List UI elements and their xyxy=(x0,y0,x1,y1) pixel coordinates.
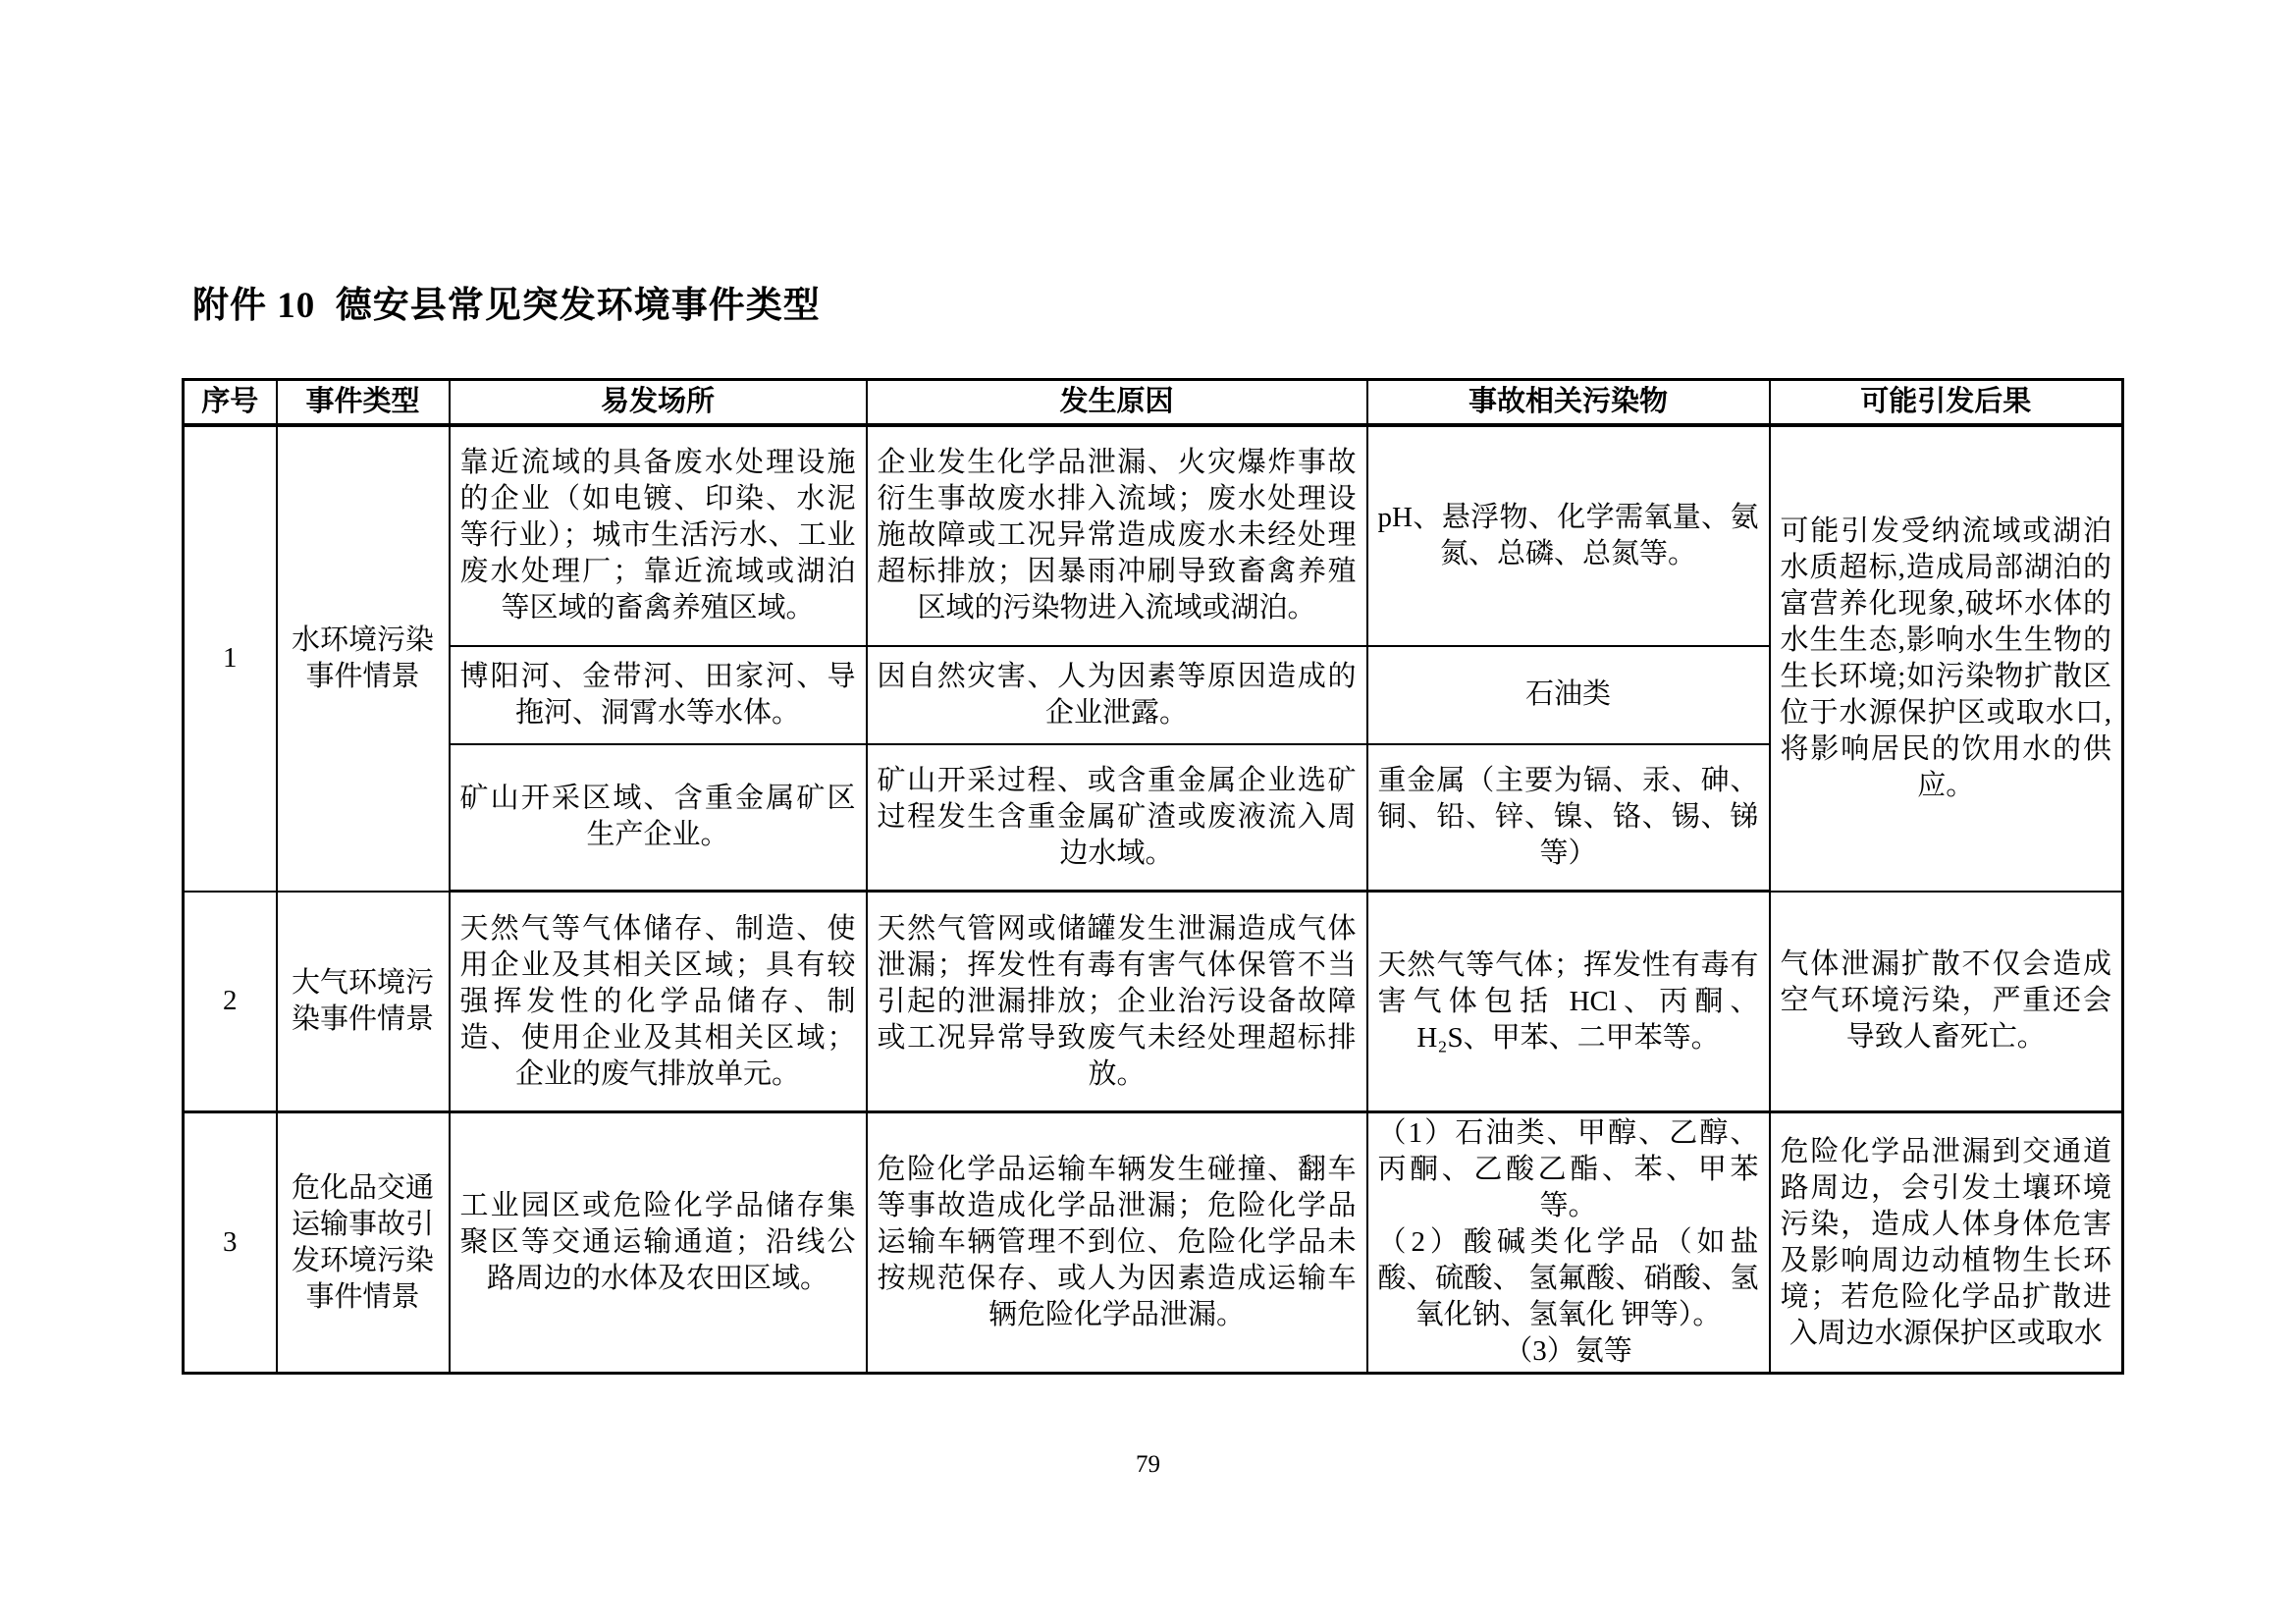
column-header-consequences: 可能引发后果 xyxy=(1770,380,2123,425)
cell-event-type-3: 危化品交通运输事故引发环境污染事件情景 xyxy=(277,1112,450,1374)
column-header-event-type: 事件类型 xyxy=(277,380,450,425)
incident-types-table xyxy=(182,378,2124,1375)
column-header-prone-places: 易发场所 xyxy=(450,380,867,425)
incident-types-table-container xyxy=(182,378,2121,1375)
table-row xyxy=(184,425,2123,646)
page-number: 79 xyxy=(1136,1451,1160,1478)
cell-place-2: 天然气等气体储存、制造、使用企业及其相关区域；具有较强挥发性的化学品储存、制造、使用企业及其相关区域；企业的废气排放单元。 xyxy=(450,892,867,1112)
cell-pollutant-3 xyxy=(1367,1112,1770,1374)
cell-consequence-3: 危险化学品泄漏到交通道路周边，会引发土壤环境污染，造成人体身体危害及影响周边动植物生长环境；若危险化学品扩散进入周边水源保护区或取水 xyxy=(1770,1112,2123,1374)
cell-cause-3: 危险化学品运输车辆发生碰撞、翻车等事故造成化学品泄漏；危险化学品运输车辆管理不到位、危险化学品未按规范保存、或人为因素造成运输车辆危险化学品泄漏。 xyxy=(867,1112,1367,1374)
cell-pollutant-1-3: 重金属（主要为镉、汞、砷、铜、铅、锌、镍、铬、锡、锑等） xyxy=(1367,744,1770,892)
cell-event-type-1: 水环境污染事件情景 xyxy=(277,425,450,892)
cell-pollutant-2: 天然气等气体；挥发性有毒有害气体包括 HCl、丙酮、H₂S、甲苯、二甲苯等。 xyxy=(1367,892,1770,1112)
cell-place-1-3: 矿山开采区域、含重金属矿区生产企业。 xyxy=(450,744,867,892)
pollutant-item: （3）氨等 xyxy=(1504,1335,1632,1367)
pollutant-item: （1）石油类、甲醇、乙醇、丙酮、乙酸乙酯、苯、甲苯等。 xyxy=(1377,1117,1759,1221)
cell-place-1-1: 靠近流域的具备废水处理设施的企业（如电镀、印染、水泥等行业）；城市生活污水、工业废水处理厂；靠近流域或湖泊等区域的畜禽养殖区域。 xyxy=(450,425,867,646)
pollutant-item: （2）酸碱类化学品（如盐酸、硫酸、 氢氟酸、硝酸、氢氧化钠、氢氧化 钾等）。 xyxy=(1377,1226,1759,1330)
cell-place-1-2: 博阳河、金带河、田家河、导拖河、洞霄水等水体。 xyxy=(450,646,867,744)
column-header-no: 序号 xyxy=(184,380,277,425)
column-header-pollutants: 事故相关污染物 xyxy=(1367,380,1770,425)
cell-consequence-1: 可能引发受纳流域或湖泊水质超标,造成局部湖泊的富营养化现象,破坏水体的水生生态,影响水生生物的生长环境;如污染物扩散区位于水源保护区或取水口,将影响居民的饮用水的供应。 xyxy=(1770,425,2123,892)
cell-cause-1-1: 企业发生化学品泄漏、火灾爆炸事故衍生事故废水排入流域；废水处理设施故障或工况异常造成废水未经处理超标排放；因暴雨冲刷导致畜禽养殖区域的污染物进入流域或湖泊。 xyxy=(867,425,1367,646)
column-header-causes: 发生原因 xyxy=(867,380,1367,425)
cell-pollutant-1-2: 石油类 xyxy=(1367,646,1770,744)
table-row xyxy=(184,1112,2123,1374)
cell-consequence-2: 气体泄漏扩散不仅会造成空气环境污染，严重还会导致人畜死亡。 xyxy=(1770,892,2123,1112)
cell-place-3: 工业园区或危险化学品储存集聚区等交通运输通道；沿线公路周边的水体及农田区域。 xyxy=(450,1112,867,1374)
table-header-row xyxy=(184,380,2123,425)
table-row xyxy=(184,892,2123,1112)
cell-row-number-2: 2 xyxy=(184,892,277,1112)
cell-row-number-1: 1 xyxy=(184,425,277,892)
cell-cause-1-3: 矿山开采过程、或含重金属企业选矿过程发生含重金属矿渣或废液流入周边水域。 xyxy=(867,744,1367,892)
page-title: 附件 10 德安县常见突发环境事件类型 xyxy=(192,286,821,326)
cell-row-number-3: 3 xyxy=(184,1112,277,1374)
cell-pollutant-1-1: pH、悬浮物、化学需氧量、氨氮、总磷、总氮等。 xyxy=(1367,425,1770,646)
cell-cause-2: 天然气管网或储罐发生泄漏造成气体泄漏；挥发性有毒有害气体保管不当引起的泄漏排放；企业治污设备故障或工况异常导致废气未经处理超标排放。 xyxy=(867,892,1367,1112)
cell-event-type-2: 大气环境污染事件情景 xyxy=(277,892,450,1112)
cell-cause-1-2: 因自然灾害、人为因素等原因造成的企业泄露。 xyxy=(867,646,1367,744)
